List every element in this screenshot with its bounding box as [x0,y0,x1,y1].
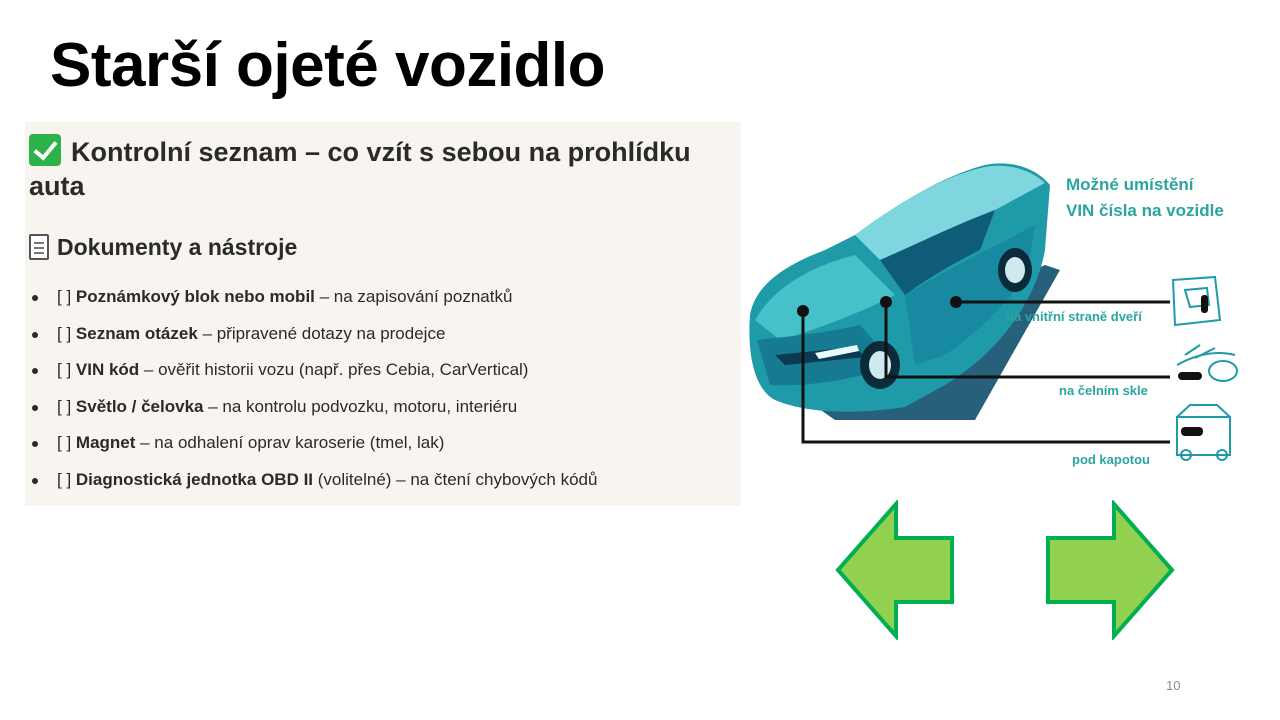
vin-label-door: na vnitřní straně dveří [1006,309,1142,324]
section-heading-text: Dokumenty a nástroje [57,234,298,260]
item-bold: Magnet [75,433,136,453]
vin-label-windshield: na čelním skle [1059,383,1148,398]
list-item [25,430,597,467]
section-heading [29,234,297,261]
checklist-heading [29,134,741,203]
item-text: – na zapisování poznatků [314,287,513,306]
vin-point-windshield [880,296,892,308]
vin-point-hood [797,305,809,317]
item-checkbox: [ ] [57,469,72,489]
item-text: (volitelné) – na čtení chybových kódů [313,469,598,489]
item-bold: Poznámkový blok nebo mobil [75,287,315,306]
item-checkbox: [ ] [57,433,72,453]
item-text: – na kontrolu podvozku, motoru, interiéru [203,396,518,416]
item-bold: VIN kód [75,360,140,380]
item-bold: Diagnostická jednotka OBD II [75,469,314,489]
list-item [25,394,597,431]
list-item [25,467,597,504]
vin-label-hood: pod kapotou [1072,452,1150,467]
item-checkbox: [ ] [57,323,72,343]
item-text: – ověřit historii vozu (např. přes Cebia, CarVertical) [139,360,529,380]
list-item [25,321,597,358]
vin-title-line1: Možné umístění [1066,175,1194,194]
vin-figure-title [1066,172,1246,224]
item-checkbox: [ ] [57,396,72,416]
item-checkbox: [ ] [57,360,72,380]
car-hood-icon [1177,405,1230,460]
vin-point-door [950,296,962,308]
checklist-panel [25,122,741,506]
document-icon [29,234,49,260]
check-mark-icon [29,134,61,166]
page-number: 10 [1166,678,1181,693]
item-text: – na odhalení oprav karoserie (tmel, lak) [135,433,445,453]
vin-location-figure [745,155,1250,475]
checklist-heading-text: Kontrolní seznam – co vzít s sebou na prohlídku auta [29,137,691,201]
windshield-icon [1177,345,1237,381]
arrow-left-icon[interactable] [834,500,966,640]
item-bold: Světlo / čelovka [75,396,204,416]
item-text: – připravené dotazy na prodejce [197,323,446,343]
vin-title-line2: VIN čísla na vozidle [1066,201,1224,220]
list-item [25,357,597,394]
item-checkbox: [ ] [57,287,72,306]
checklist-items [25,284,597,504]
list-item [25,284,597,321]
arrow-right-icon[interactable] [1044,500,1176,640]
door-icon [1173,277,1220,325]
item-bold: Seznam otázek [75,323,198,343]
slide-title: Starší ojeté vozidlo [50,31,606,100]
